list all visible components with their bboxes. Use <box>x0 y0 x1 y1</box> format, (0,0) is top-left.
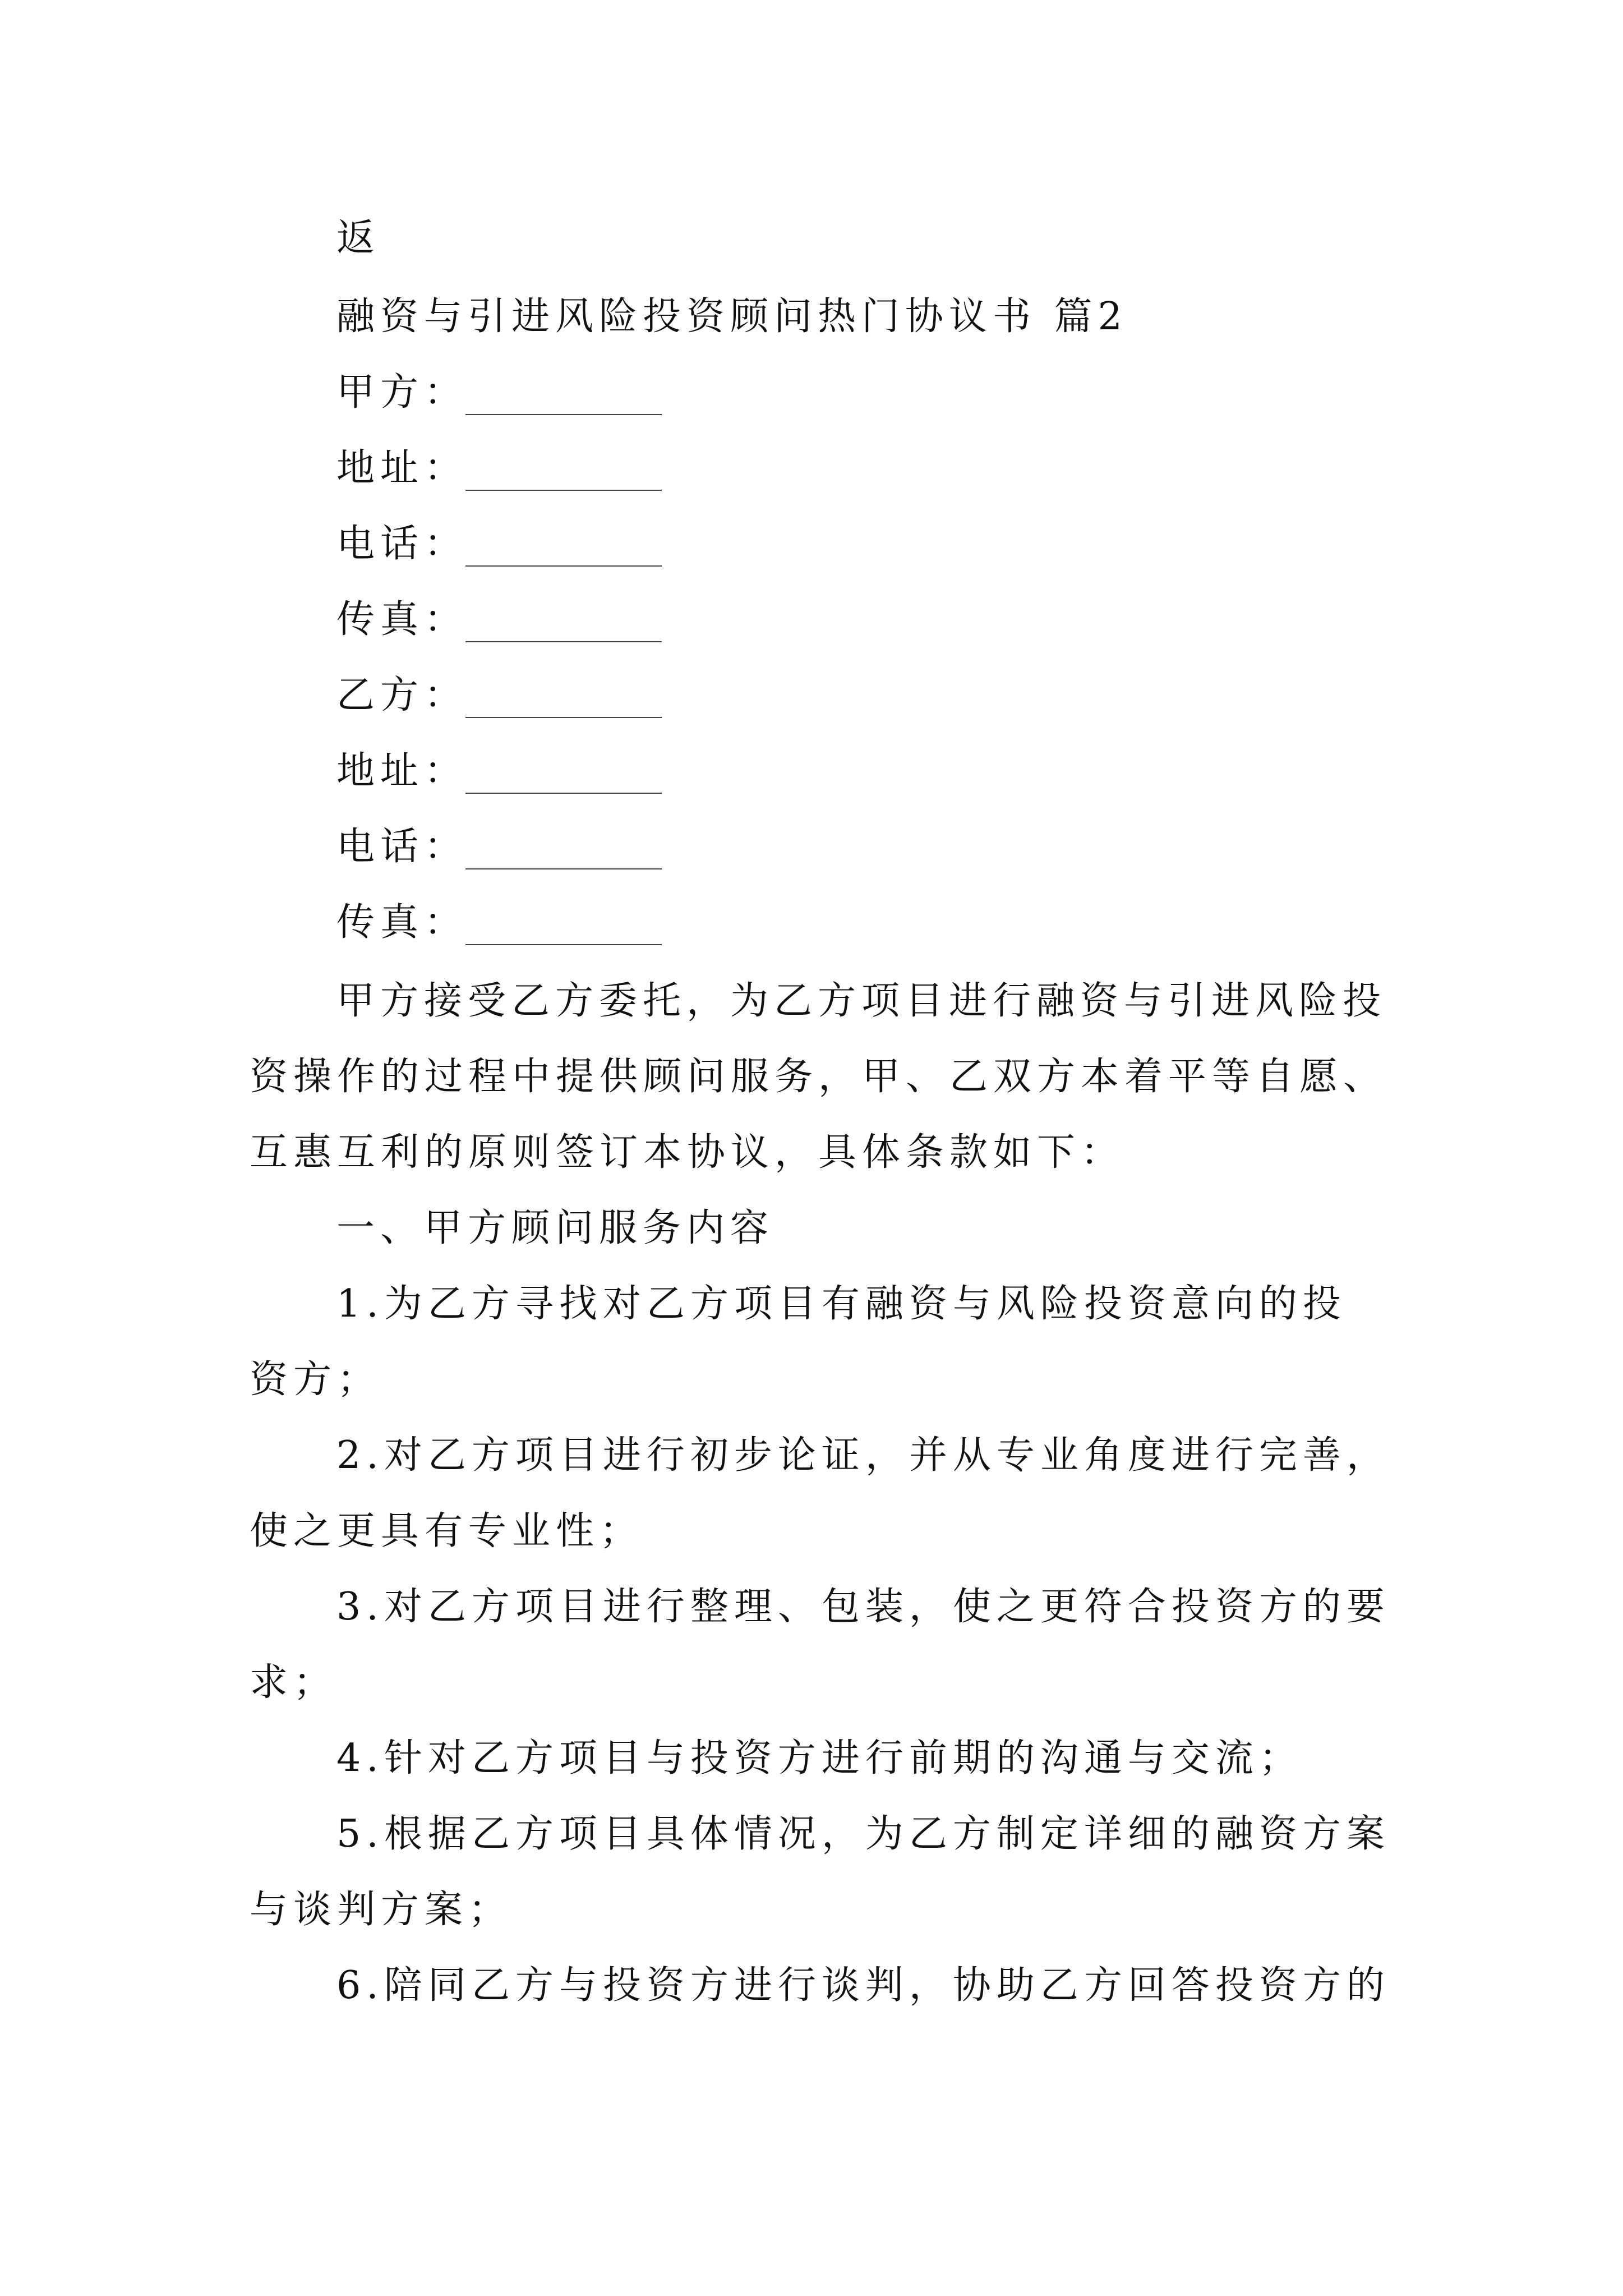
list-item-line: 资方； <box>250 1358 381 1402</box>
field-label: 传真： <box>336 597 468 642</box>
party-b-name-field <box>336 673 468 718</box>
list-item-line: 与谈判方案； <box>250 1888 513 1932</box>
list-item-line: 1.为乙方寻找对乙方项目有融资与风险投资意向的投 <box>336 1282 1347 1326</box>
list-item-line: 4.针对乙方项目与投资方进行前期的沟通与交流； <box>336 1736 1303 1780</box>
list-item-line: 使之更具有专业性； <box>250 1509 644 1553</box>
field-label: 传真： <box>336 900 468 945</box>
party-a-fax-field <box>336 597 468 642</box>
section-heading: 一、甲方顾问服务内容 <box>336 1206 774 1250</box>
list-item-line: 5.根据乙方项目具体情况，为乙方制定详细的融资方案 <box>336 1812 1390 1856</box>
blank-line <box>465 414 662 415</box>
blank-line <box>465 717 662 718</box>
party-a-address-field <box>336 446 468 491</box>
list-item-line: 6.陪同乙方与投资方进行谈判，协助乙方回答投资方的 <box>336 1963 1390 2008</box>
intro-paragraph-line: 甲方接受乙方委托，为乙方项目进行融资与引进风险投 <box>336 979 1387 1023</box>
previous-page-fragment: 返 <box>336 216 381 260</box>
field-label: 电话： <box>336 522 468 566</box>
list-item-line: 3.对乙方项目进行整理、包装，使之更符合投资方的要 <box>336 1585 1390 1629</box>
list-item-line: 求； <box>250 1660 338 1705</box>
blank-line <box>465 944 662 945</box>
field-label: 地址： <box>336 749 468 793</box>
field-label: 乙方： <box>336 673 468 717</box>
blank-line <box>465 868 662 869</box>
party-a-name-field <box>336 370 468 415</box>
intro-paragraph-line: 资操作的过程中提供顾问服务，甲、乙双方本着平等自愿、 <box>250 1055 1387 1099</box>
party-b-address-field <box>336 749 468 794</box>
blank-line <box>465 641 662 642</box>
party-a-phone-field <box>336 522 468 567</box>
party-b-fax-field <box>336 900 468 945</box>
document-title: 融资与引进风险投资顾问热门协议书 篇2 <box>336 295 1128 339</box>
blank-line <box>465 793 662 794</box>
list-item-line: 2.对乙方项目进行初步论证，并从专业角度进行完善， <box>336 1433 1390 1478</box>
intro-paragraph-line: 互惠互利的原则签订本协议，具体条款如下： <box>250 1130 1125 1175</box>
field-label: 电话： <box>336 825 468 869</box>
blank-line <box>465 490 662 491</box>
blank-line <box>465 565 662 567</box>
party-b-phone-field <box>336 825 468 869</box>
field-label: 甲方： <box>336 370 468 415</box>
field-label: 地址： <box>336 446 468 490</box>
